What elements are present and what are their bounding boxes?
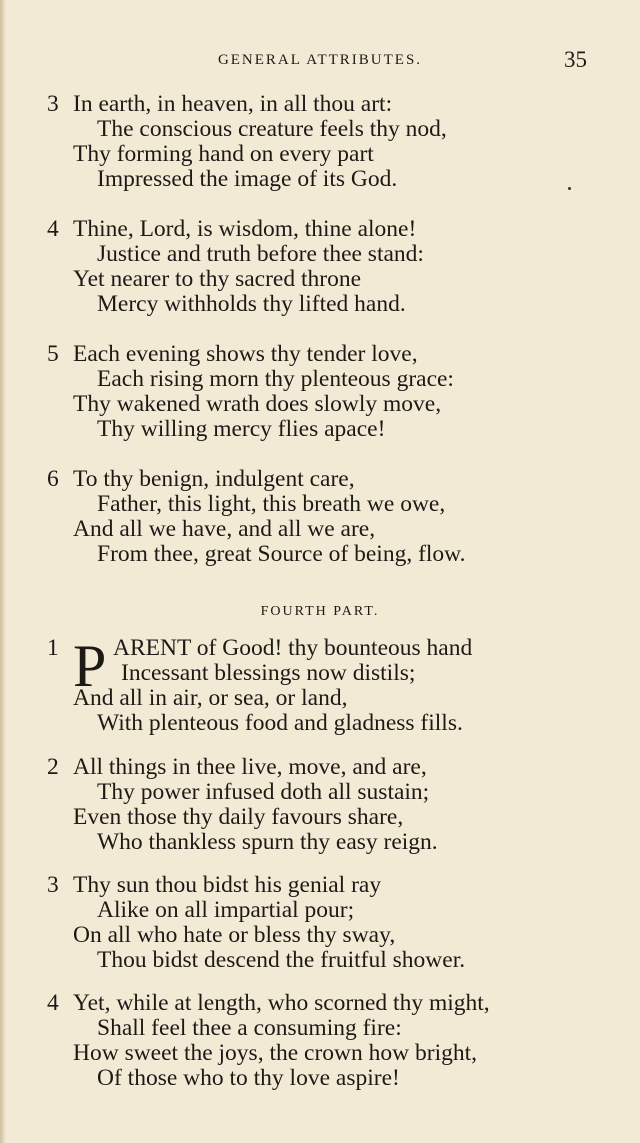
verse-line: Each rising morn thy plenteous grace: [97,366,454,392]
verse-line: Yet nearer to thy sacred throne [73,266,362,292]
stanza-number: 1 [47,635,59,661]
running-head [0,47,640,76]
verse-line: All things in thee live, move, and are, [73,754,427,780]
verse-line: Alike on all impartial pour; [97,897,355,923]
stanza-number: 5 [47,341,59,367]
verse-line: Impressed the image of its God. [97,166,398,192]
verse-line: The conscious creature feels thy nod, [97,116,447,142]
verse-line: ARENT of Good! thy bounteous hand [113,635,473,661]
verse-line: Yet, while at length, who scorned thy might, [73,990,490,1016]
verse-line: Thy sun thou bidst his genial ray [73,872,382,898]
verse-line: Incessant blessings now distils; [121,660,416,686]
running-title: GENERAL ATTRIBUTES. [217,52,423,68]
verse-line: Of those who to thy love aspire! [97,1065,400,1091]
drop-cap: P [73,633,107,699]
verse-line: Thy willing mercy flies apace! [97,416,386,442]
verse-line: And all in air, or sea, or land, [73,685,348,711]
verse-line: Justice and truth before thee stand: [97,241,424,267]
verse-line: From thee, great Source of being, flow. [97,541,466,567]
stanza-number: 4 [47,216,59,242]
page-number: 35 [564,47,587,72]
verse-line: In earth, in heaven, in all thou art: [73,91,393,117]
stanza-number: 6 [47,466,59,492]
verse-line: How sweet the joys, the crown how bright, [73,1040,477,1066]
verse-line: Thine, Lord, is wisdom, thine alone! [73,216,417,242]
verse-line: Even those thy daily favours share, [73,804,404,830]
stanza-number: 4 [47,990,59,1016]
verse-line: Thou bidst descend the fruitful shower. [97,947,466,973]
stanza-number: 3 [47,872,59,898]
verse-line: Thy wakened wrath does slowly move, [73,391,442,417]
verse-line: And all we have, and all we are, [73,516,376,542]
page-spine-shadow [0,0,6,1143]
verse-line: On all who hate or bless thy sway, [73,922,396,948]
stanza-number: 3 [47,91,59,117]
verse-line: Who thankless spurn thy easy reign. [97,829,438,855]
verse-line: With plenteous food and gladness fills. [97,710,463,736]
verse-line: Thy power infused doth all sustain; [97,779,430,805]
verse-line: Each evening shows thy tender love, [73,341,418,367]
stanza-number: 2 [47,754,59,780]
verse-line: Father, this light, this breath we owe, [97,491,446,517]
verse-line: Mercy withholds thy lifted hand. [97,291,406,317]
ink-speck [568,187,571,190]
section-heading: FOURTH PART. [260,604,380,619]
verse-line: To thy benign, indulgent care, [73,466,355,492]
verse-line: Thy forming hand on every part [73,141,374,167]
verse-line: Shall feel thee a consuming fire: [97,1015,402,1041]
